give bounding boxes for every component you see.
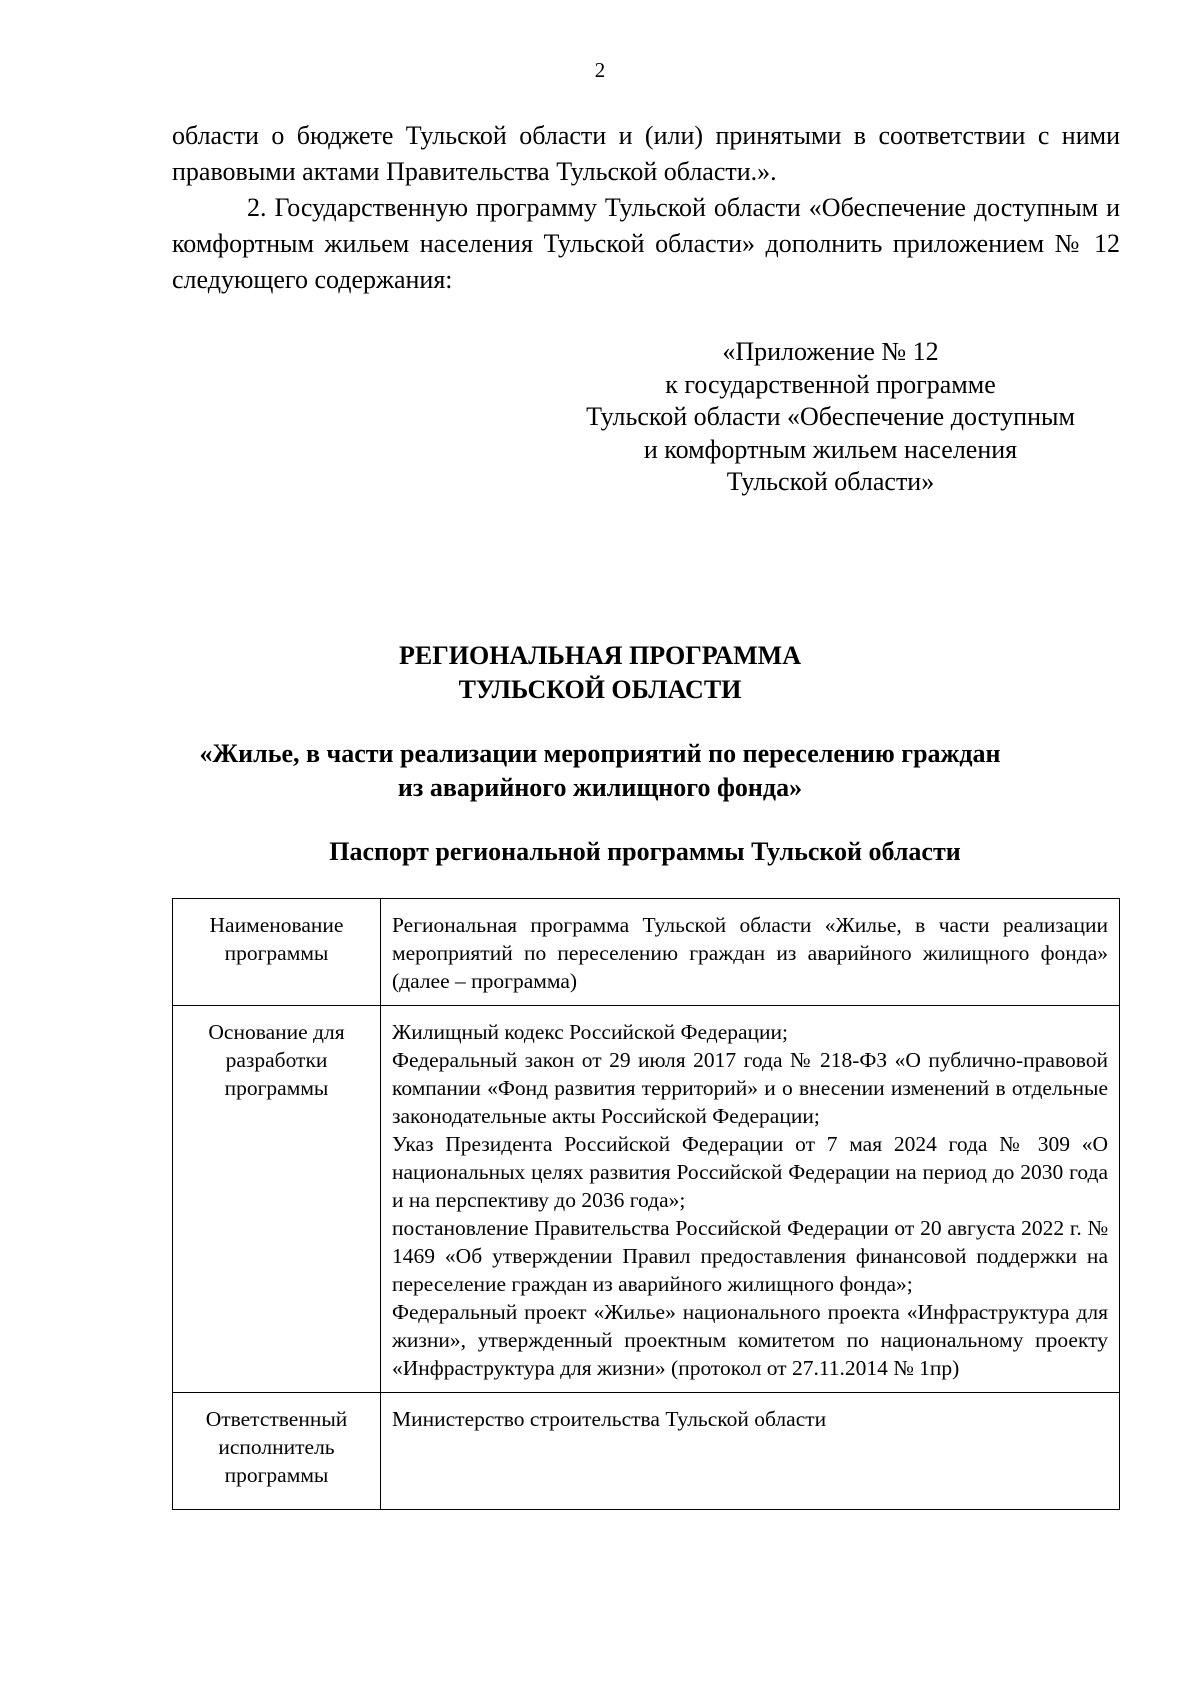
program-title [0,737,1200,805]
program-heading-line-1: РЕГИОНАЛЬНАЯ ПРОГРАММА [399,641,801,670]
row-label: Основание для разработки программы [173,1006,381,1393]
basis-item: Указ Президента Российской Федерации от 7 мая 2024 года № 309 «О национальных целях развития Российской Федерации на период до 2030 года и на перспективу до 2036 года»; [392,1132,1108,1212]
table-row [173,899,1120,1006]
paragraph-continuation: области о бюджете Тульской области и (или) принятыми в соответствии с ними правовыми актами Правительства Тульской области.». [172,121,1120,186]
program-title-line-2: из аварийного жилищного фонда» [397,773,803,802]
page-number: 2 [594,58,606,82]
appendix-line-5: Тульской области» [726,467,935,496]
row-label: Ответственный исполнитель программы [173,1393,381,1510]
paragraph-item-2: 2. Государственную программу Тульской области «Обеспечение доступным и комфортным жильем населения Тульской области» дополнить приложением № 12 следующего содержания: [172,193,1120,294]
program-heading [0,639,1200,707]
basis-item: постановление Правительства Российской Федерации от 20 августа 2022 г. № 1469 «Об утверждении Правил предоставления финансовой поддержки на переселение граждан из аварийного жилищного фонда»; [392,1216,1108,1296]
program-heading-line-2: ТУЛЬСКОЙ ОБЛАСТИ [458,675,742,704]
appendix-line-3: Тульской области «Обеспечение доступным [586,402,1075,431]
basis-item: Федеральный проект «Жилье» национального проекта «Инфраструктура для жизни», утвержденный проектным комитетом по национальному проекту «Инфраструктура для жизни» (протокол от 27.11.2014 № 1пр) [392,1300,1108,1380]
row-label: Наименование программы [173,899,381,1006]
basis-item: Федеральный закон от 29 июля 2017 года № 218-ФЗ «О публично-правовой компании «Фонд развития территорий» и о внесении изменений в отдельные законодательные акты Российской Федерации; [392,1048,1108,1128]
appendix-line-2: к государственной программе [665,369,996,399]
table-row [173,1393,1120,1510]
program-title-line-1: «Жилье, в части реализации мероприятий по переселению граждан [199,739,1001,768]
passport-table [172,898,1120,1510]
row-value: Министерство строительства Тульской области [381,1393,1120,1510]
row-value-list [381,1006,1120,1393]
basis-item: Жилищный кодекс Российской Федерации; [392,1020,789,1044]
row-value: Региональная программа Тульской области «Жилье, в части реализации мероприятий по переселению граждан из аварийного жилищного фонда» (далее – программа) [381,899,1120,1006]
appendix-reference [548,336,1113,499]
appendix-line-4: и комфортным жильем населения [643,434,1018,464]
table-row [173,1006,1120,1393]
appendix-line-1: «Приложение № 12 [722,337,939,366]
passport-heading: Паспорт региональной программы Тульской области [329,837,961,866]
